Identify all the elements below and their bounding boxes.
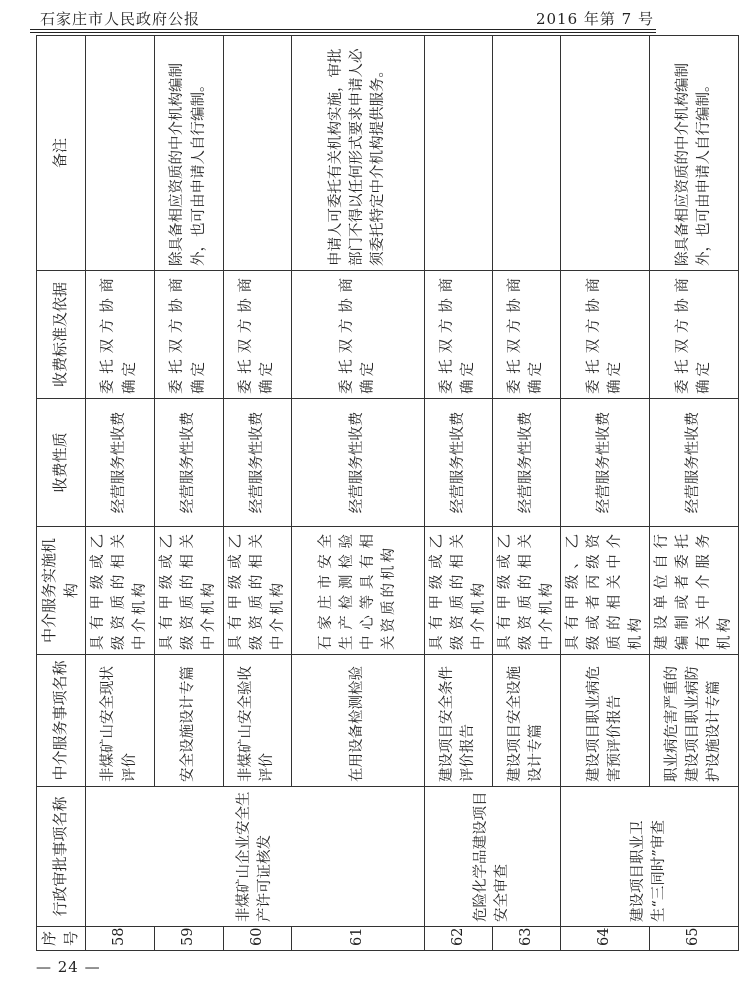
agency-item: 具有甲级或乙级资质的相关中介机构 (223, 527, 291, 655)
note (424, 36, 492, 271)
table-header-row (37, 36, 86, 951)
note (492, 36, 560, 271)
col-header-nature: 收费性质 (37, 399, 86, 527)
agency-item: 具有甲级或乙级资质的相关中介机构 (154, 527, 223, 655)
service-item: 职业病危害严重的建设项目职业病防护设施设计专篇 (649, 655, 738, 787)
fee-nature: 经营服务性收费 (154, 399, 223, 527)
approval-item: 非煤矿山企业安全生产许可证核发 (85, 787, 424, 927)
service-item: 建设项目安全设施设计专篇 (492, 655, 560, 787)
fee-nature: 经营服务性收费 (291, 399, 424, 527)
row-number: 61 (291, 927, 424, 951)
agency-item: 具有甲级、乙级或者丙级资质的相关中介机构 (560, 527, 649, 655)
fee-nature: 经营服务性收费 (223, 399, 291, 527)
row-number: 64 (560, 927, 649, 951)
note: 除具备相应资质的中介机构编制外，也可由申请人自行编制。 (649, 36, 738, 271)
table-row (424, 36, 492, 951)
service-item: 非煤矿山安全现状评价 (85, 655, 154, 787)
service-item: 非煤矿山安全验收评价 (223, 655, 291, 787)
service-item: 安全设施设计专篇 (154, 655, 223, 787)
note: 除具备相应资质的中介机构编制外，也可由申请人自行编制。 (154, 36, 223, 271)
fee-basis: 委托双方协商确定 (154, 271, 223, 399)
col-header-no: 序号 (37, 927, 86, 951)
fee-nature: 经营服务性收费 (560, 399, 649, 527)
col-header-basis: 收费标准及依据 (37, 271, 86, 399)
row-number: 62 (424, 927, 492, 951)
row-number: 58 (85, 927, 154, 951)
service-item: 建设项目安全条件评价报告 (424, 655, 492, 787)
fee-basis: 委托双方协商确定 (492, 271, 560, 399)
header-rule-thin (30, 32, 656, 33)
rotated-table-wrapper (36, 36, 733, 951)
approval-item: 危险化学品建设项目安全审查 (424, 787, 560, 927)
agency-item: 建设单位自行编制或者委托有关中介服务机构 (649, 527, 738, 655)
fee-basis: 委托双方协商确定 (649, 271, 738, 399)
fee-basis: 委托双方协商确定 (223, 271, 291, 399)
col-header-approval: 行政审批事项名称 (37, 787, 86, 927)
agency-item: 石家庄市安全生产检测检验中心等具有相关资质的机构 (291, 527, 424, 655)
row-number: 63 (492, 927, 560, 951)
journal-title: 石家庄市人民政府公报 (40, 10, 201, 28)
service-item: 在用设备检测检验 (291, 655, 424, 787)
row-number: 65 (649, 927, 738, 951)
service-item: 建设项目职业病危害预评价报告 (560, 655, 649, 787)
fee-basis: 委托双方协商确定 (291, 271, 424, 399)
fee-nature: 经营服务性收费 (85, 399, 154, 527)
issue-number: 2016 年第 7 号 (535, 10, 654, 28)
agency-item: 具有甲级或乙级资质的相关中介机构 (85, 527, 154, 655)
agency-item: 具有甲级或乙级资质的相关中介机构 (492, 527, 560, 655)
header-rule (30, 29, 656, 30)
note (85, 36, 154, 271)
note (560, 36, 649, 271)
col-header-note: 备注 (37, 36, 86, 271)
fee-basis: 委托双方协商确定 (424, 271, 492, 399)
approval-item: 建设项目职业卫生“三同时”审查 (560, 787, 738, 927)
table-row (85, 36, 154, 951)
col-header-agency: 中介服务实施机构 (37, 527, 86, 655)
agency-item: 具有甲级或乙级资质的相关中介机构 (424, 527, 492, 655)
table-row (560, 36, 649, 951)
note: 申请人可委托有关机构实施，审批部门不得以任何形式要求申请人必须委托特定中介机构提供服务。 (291, 36, 424, 271)
row-number: 59 (154, 927, 223, 951)
page-number: — 24 — (36, 958, 101, 976)
row-number: 60 (223, 927, 291, 951)
fee-basis: 委托双方协商确定 (560, 271, 649, 399)
col-header-service: 中介服务事项名称 (37, 655, 86, 787)
fee-nature: 经营服务性收费 (649, 399, 738, 527)
fee-nature: 经营服务性收费 (424, 399, 492, 527)
fee-basis: 委托双方协商确定 (85, 271, 154, 399)
fee-table (36, 35, 739, 951)
note (223, 36, 291, 271)
fee-nature: 经营服务性收费 (492, 399, 560, 527)
